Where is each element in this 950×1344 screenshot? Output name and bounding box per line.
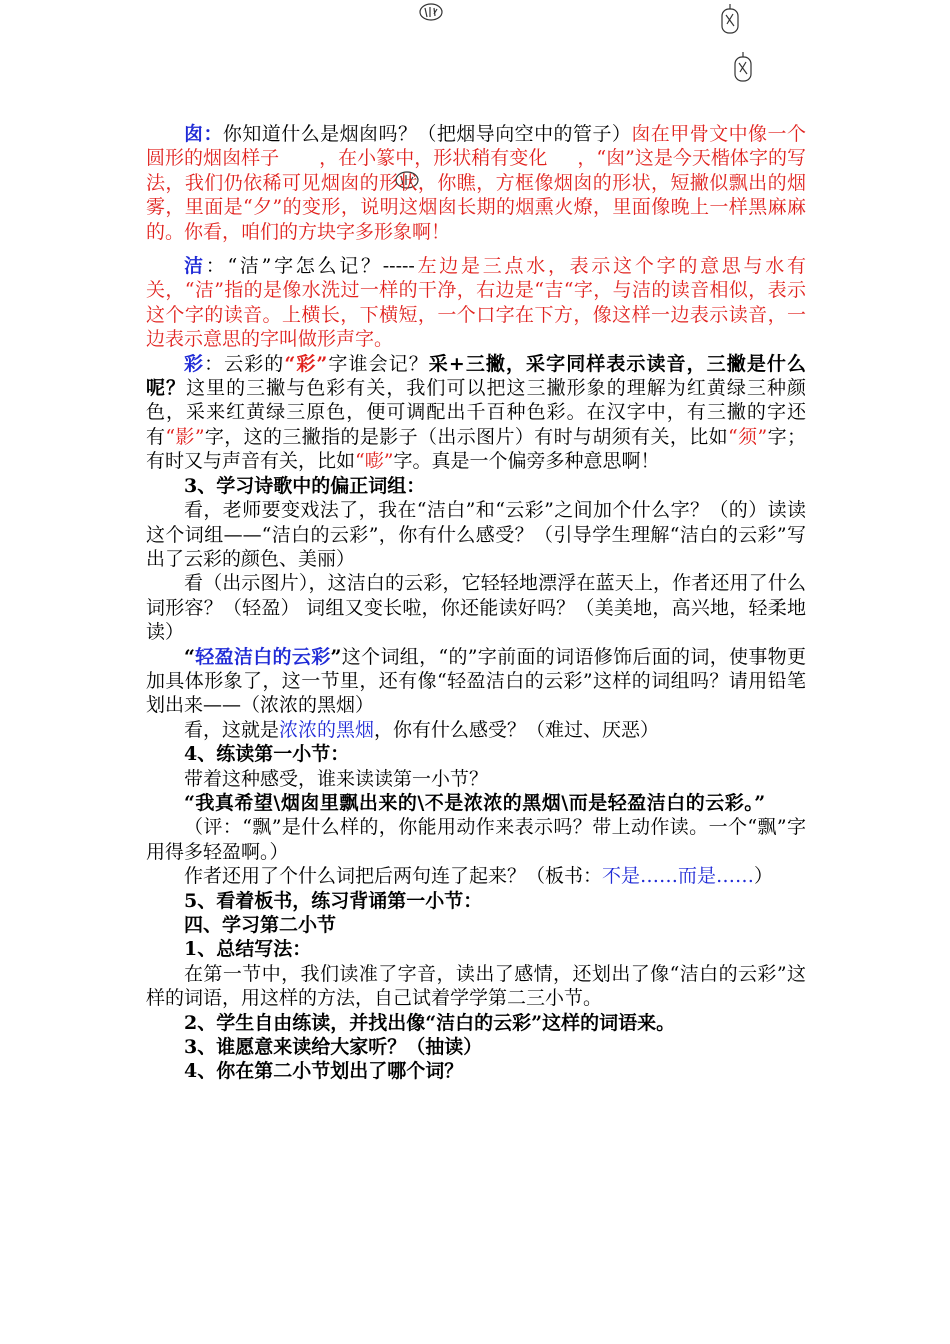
heading-9: 3、谁愿意来读给大家听？（抽读）: [184, 1036, 483, 1059]
paragraph-11: 作者还用了个什么词把后两句连了起来？（板书：不是……而是……）: [184, 865, 774, 888]
paragraph-4: 看，老师要变戏法了，我在“洁白”和“云彩”之间加个什么字？（的）读读这个词组——“洁白的云彩”，你有什么感受？（引导学生理解“洁白的云彩”写出了云彩的颜色、美丽）: [146, 499, 806, 570]
paragraph-cai: 彩：云彩的“彩”字谁会记？采+三撇，采字同样表示读音，三撇是什么呢？这里的三撇与色彩有关，我们可以把这三撇形象的理解为红黄绿三种颜色，采来红黄绿三原色，便可调配出千百种色彩。在汉字中，有三撇的字还有“影”字，这的三撇指的是影子（出示图片）有时与胡须有关，比如“须”字；有时又与声音有关，比如“嘭”字。真是一个偏旁多种意思啊！: [146, 352, 806, 473]
paragraph-cong: 囱：你知道什么是烟囱吗？（把烟导向空中的管子）囱在甲骨文中像一个圆形的烟囱样子 ，在小篆中，形状稍有变化 ，“囱”这是今天楷体字的写法，我们仍依稀可见烟囱的形状，你瞧，方框像烟囱的形状，短撇似飘出的烟雾，里面是“夕”的变形，说明这烟囱长期的烟熏火燎，里面像晚上一样黑麻麻的。你看，咱们的方块字多形象啊！: [146, 123, 806, 243]
seal-script-glyph-icon: [718, 2, 742, 36]
paragraph-7: 看，这就是浓浓的黑烟，你有什么感受？（难过、厌恶）: [184, 718, 660, 741]
poem-line: “我真希望\烟囱里飘出来的\不是浓浓的黑烟\而是轻盈洁白的云彩。”: [184, 791, 766, 814]
seal-script-glyph-icon: [731, 50, 755, 84]
paragraph-10: （评：“飘”是什么样的，你能用动作来表示吗？带上动作读。一个“飘”字用得多轻盈啊。）: [146, 816, 806, 863]
heading-10: 4、你在第二小节划出了哪个词？: [184, 1060, 464, 1083]
paragraph-8: 带着这种感受，谁来读读第一小节？: [184, 767, 489, 790]
lesson-document: [146, 122, 806, 1084]
oracle-bone-glyph-icon: [418, 2, 444, 22]
heading-6: 四、学习第二小节: [184, 914, 337, 936]
paragraph-12: 在第一节中，我们读准了字音，读出了感情，还划出了像“洁白的云彩”这样的词语，用这样的方法，自己试着学学第二三小节。: [146, 962, 806, 1010]
char-jie: 洁: [184, 255, 206, 278]
heading-3: 3、学习诗歌中的偏正词组：: [184, 474, 426, 497]
heading-8: 2、学生自由练读，并找出像“洁白的云彩”这样的词语来。: [184, 1011, 676, 1034]
paragraph-jie: 洁：“洁”字怎么记？-----左边是三点水，表示这个字的意思与水有关，“洁”指的是像水洗过一样的干净，右边是“吉“字，与洁的读音相似，表示这个字的读音。上横长，下横短，一个口字在下方，像这样一边表示读音，一边表示意思的字叫做形声字。: [146, 255, 806, 351]
phrase-highlight: 轻盈洁白的云彩: [194, 645, 331, 668]
paragraph-6: “轻盈洁白的云彩”这个词组，“的”字前面的词语修饰后面的词，使事物更加具体形象了，这一节里，还有像“轻盈洁白的云彩”这样的词组吗？请用铅笔划出来——（浓浓的黑烟）: [146, 645, 806, 717]
paragraph-5: 看（出示图片），这洁白的云彩，它轻轻地漂浮在蓝天上，作者还用了什么词形容？（轻盈） 词组又变长啦，你还能读好吗？（美美地，高兴地，轻柔地读）: [146, 572, 806, 644]
heading-4: 4、练读第一小节：: [184, 743, 350, 766]
heading-5: 5、看着板书，练习背诵第一小节：: [184, 889, 483, 912]
heading-7: 1、总结写法：: [184, 938, 312, 961]
char-cong: 囱：: [184, 123, 223, 145]
char-cai: 彩: [184, 352, 205, 375]
